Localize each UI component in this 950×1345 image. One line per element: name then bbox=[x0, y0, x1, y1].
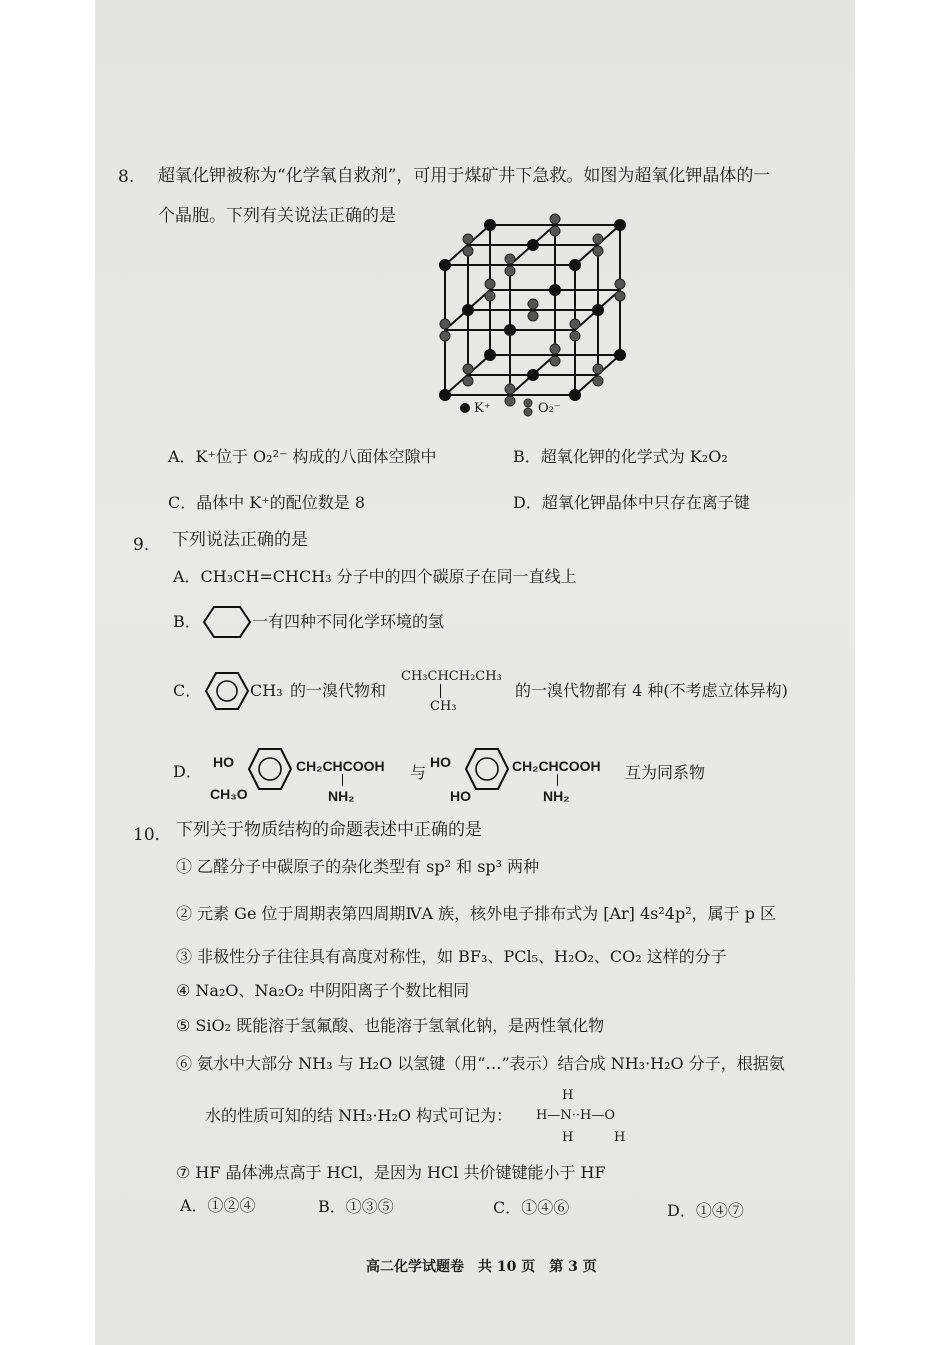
nh3-h2o-structure-h-top: H bbox=[562, 1088, 574, 1103]
molecule1-side-chain: CH₂CHCOOH bbox=[296, 758, 385, 774]
question-9-option-b-label: B． bbox=[173, 612, 201, 631]
question-10-item-3: ③ 非极性分子往往具有高度对称性，如 BF₃、PCl₅、H₂O₂、CO₂ 这样的分子 bbox=[176, 947, 727, 966]
question-9-option-c-middle: 的一溴代物和 bbox=[290, 681, 387, 700]
question-10-item-6: ⑥ 氨水中大部分 NH₃ 与 H₂O 以氢键（用“…”表示）结合成 NH₃·H₂O 分子，根据氨 bbox=[176, 1054, 785, 1073]
question-8-stem-line2: 个晶胞。下列有关说法正确的是 bbox=[158, 206, 396, 226]
nh3-h2o-structure-h-bottom-right: H bbox=[614, 1130, 626, 1145]
cyclohexane-structure bbox=[202, 604, 252, 640]
ko2-unit-cell-diagram bbox=[430, 215, 650, 415]
molecule1-ch3o-group: CH₃O bbox=[210, 786, 248, 802]
toluene-benzene-ring bbox=[204, 671, 250, 711]
molecule1-benzene-ring bbox=[247, 747, 293, 791]
legend-o2-label: O₂⁻ bbox=[538, 401, 561, 416]
question-9-option-c-label: C． bbox=[173, 681, 202, 700]
question-10-choice-c: C．①④⑥ bbox=[493, 1198, 570, 1217]
question-10-item-7: ⑦ HF 晶体沸点高于 HCl，是因为 HCl 共价键键能小于 HF bbox=[176, 1163, 606, 1182]
question-9-option-a: A．CH₃CH=CHCH₃ 分子中的四个碳原子在同一直线上 bbox=[173, 567, 577, 586]
question-8-option-a: A．K⁺位于 O₂²⁻ 构成的八面体空隙中 bbox=[168, 447, 437, 466]
toluene-ch3-group: CH₃ bbox=[250, 681, 283, 700]
molecule1-amino-group: NH₂ bbox=[328, 788, 355, 804]
question-8-option-b: B．超氧化钾的化学式为 K₂O₂ bbox=[513, 447, 728, 466]
butane-formula-branch: CH₃ bbox=[430, 699, 457, 714]
question-10-choice-a: A．①②④ bbox=[180, 1196, 256, 1215]
question-8-option-d: D．超氧化钾晶体中只存在离子键 bbox=[513, 493, 750, 512]
butane-formula-main: CH₃CHCH₂CH₃ bbox=[401, 669, 502, 684]
question-10-number: 10． bbox=[133, 825, 172, 845]
question-10-choice-d: D．①④⑦ bbox=[667, 1201, 744, 1220]
question-10-item-2: ② 元素 Ge 位于周期表第四周期ⅣA 族，核外电子排布式为 [Ar] 4s²4p²，属于 p 区 bbox=[176, 904, 777, 923]
question-10-choice-b: B．①③⑤ bbox=[318, 1197, 394, 1216]
question-9-option-b-text: 一有四种不同化学环境的氢 bbox=[252, 612, 445, 631]
question-9-number: 9． bbox=[133, 535, 161, 555]
question-9-option-d-and: 与 bbox=[410, 763, 427, 782]
question-9-stem: 下列说法正确的是 bbox=[172, 530, 308, 550]
question-10-item-1: ① 乙醛分子中碳原子的杂化类型有 sp² 和 sp³ 两种 bbox=[176, 857, 540, 876]
question-9-option-d-label: D． bbox=[173, 762, 202, 781]
molecule2-ho-group-top: HO bbox=[430, 754, 451, 770]
legend-k-label: K⁺ bbox=[474, 401, 491, 416]
molecule2-side-chain: CH₂CHCOOH bbox=[512, 758, 601, 774]
question-10-item-6-continued: 水的性质可知的结 NH₃·H₂O 构式可记为： bbox=[205, 1106, 513, 1125]
question-8-option-c: C．晶体中 K⁺的配位数是 8 bbox=[168, 493, 365, 512]
question-9-option-d-end: 互为同系物 bbox=[625, 763, 706, 782]
molecule2-amino-bond bbox=[557, 774, 558, 786]
question-9-option-c-end: 的一溴代物都有 4 种(不考虑立体异构) bbox=[515, 681, 788, 700]
molecule1-ho-group: HO bbox=[213, 754, 234, 770]
page-footer: 高二化学试题卷 共 10 页 第 3 页 bbox=[366, 1259, 597, 1275]
molecule2-benzene-ring bbox=[464, 747, 510, 791]
nh3-h2o-structure-main: H—N··H—O bbox=[536, 1108, 615, 1123]
question-10-item-4: ④ Na₂O、Na₂O₂ 中阴阳离子个数比相同 bbox=[176, 981, 470, 1000]
question-10-stem: 下列关于物质结构的命题表述中正确的是 bbox=[176, 820, 482, 840]
molecule1-amino-bond bbox=[342, 774, 343, 786]
molecule2-ho-group-bottom: HO bbox=[450, 788, 471, 804]
butane-branch-bond bbox=[440, 684, 441, 698]
nh3-h2o-structure-h-bottom-left: H bbox=[562, 1130, 574, 1145]
molecule2-amino-group: NH₂ bbox=[543, 788, 570, 804]
question-8-stem-line1: 超氧化钾被称为“化学氧自救剂”，可用于煤矿井下急救。如图为超氧化钾晶体的一 bbox=[158, 166, 771, 186]
question-8-number: 8. bbox=[118, 167, 135, 187]
question-10-item-5: ⑤ SiO₂ 既能溶于氢氟酸、也能溶于氢氧化钠，是两性氧化物 bbox=[176, 1016, 605, 1035]
